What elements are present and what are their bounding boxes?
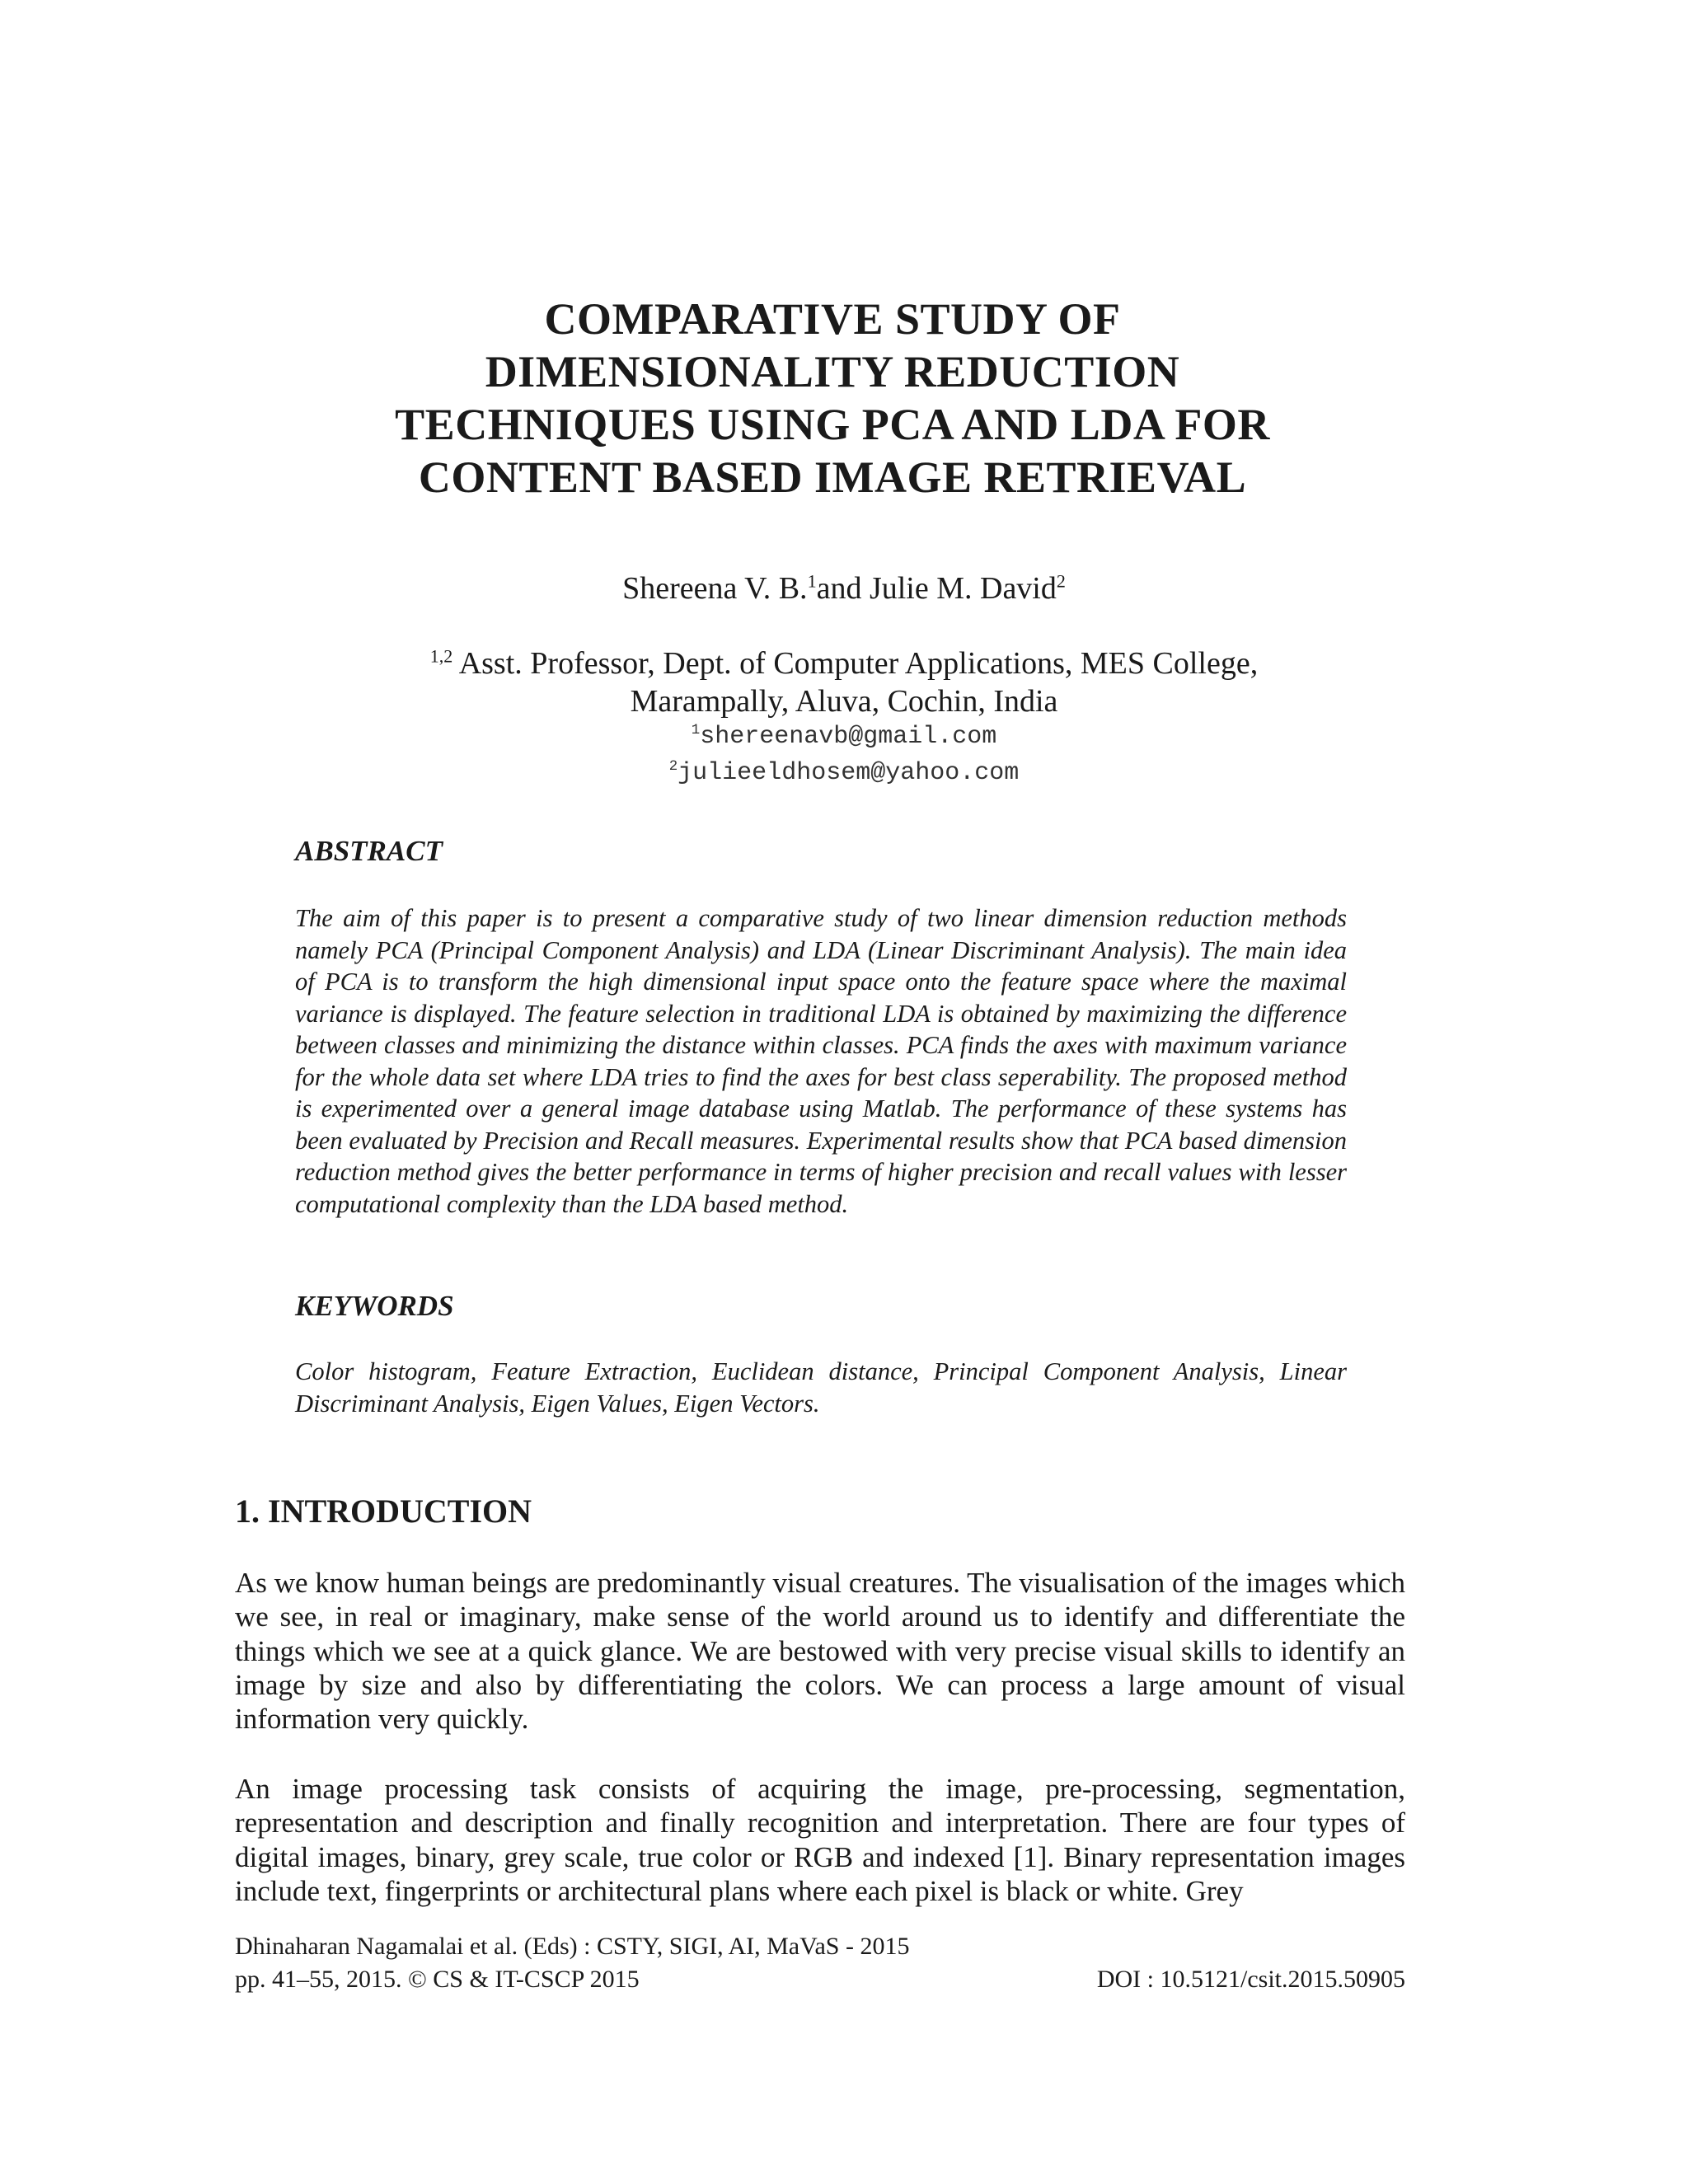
email-line-2 bbox=[0, 755, 1688, 791]
paper-title bbox=[247, 293, 1418, 504]
page-footer bbox=[235, 1930, 1405, 1996]
keywords-heading: KEYWORDS bbox=[295, 1290, 454, 1322]
affiliation-line-2: Marampally, Aluva, Cochin, India bbox=[630, 684, 1058, 719]
author-line bbox=[0, 569, 1688, 608]
footer-pages: pp. 41–55, 2015. © CS & IT-CSCP 2015 bbox=[235, 1966, 640, 1993]
title-line-4: CONTENT BASED IMAGE RETRIEVAL bbox=[418, 452, 1247, 502]
abstract-heading: ABSTRACT bbox=[295, 835, 443, 867]
email-2-link[interactable]: julieeldhosem@yahoo.com bbox=[678, 759, 1020, 787]
author-2-name: and Julie M. David bbox=[816, 571, 1057, 606]
introduction-heading: 1. INTRODUCTION bbox=[235, 1493, 532, 1530]
email-2-marker: 2 bbox=[668, 759, 678, 776]
title-line-1: COMPARATIVE STUDY OF bbox=[544, 294, 1121, 344]
introduction-paragraph-1: As we know human beings are predominantly visual creatures. The visualisation of the images which we see, in real or imaginary, make sense of the world around us to identify and differentiate the things which we see at a quick glance. We are bestowed with very precise visual skills to identify an image by size and also by differentiating the colors. We can process a large amount of visual information very quickly. bbox=[235, 1567, 1405, 1736]
email-line-1 bbox=[0, 719, 1688, 755]
author-2-marker: 2 bbox=[1056, 570, 1066, 592]
title-line-2: DIMENSIONALITY REDUCTION bbox=[485, 347, 1180, 396]
footer-proceedings: Dhinaharan Nagamalai et al. (Eds) : CSTY, SIGI, AI, MaVaS - 2015 bbox=[235, 1933, 910, 1960]
author-1-name: Shereena V. B. bbox=[622, 571, 808, 606]
affiliation bbox=[0, 644, 1688, 720]
affiliation-line-1 bbox=[0, 644, 1688, 682]
introduction-paragraph-2: An image processing task consists of acquiring the image, pre-processing, segmentation, representation and description and finally recognition and interpretation. There are four types of digital images, binary, grey scale, true color or RGB and indexed [1]. Binary representation images include text, fingerprints or architectural plans where each pixel is black or white. Grey bbox=[235, 1773, 1405, 1907]
email-1-marker: 1 bbox=[691, 723, 701, 739]
affiliation-text-1: Asst. Professor, Dept. of Computer Applications, MES College, bbox=[452, 646, 1259, 681]
keywords-text: Color histogram, Feature Extraction, Euclidean distance, Principal Component Analysis, Linear Discriminant Analysis, Eigen Values, Eigen Vectors. bbox=[295, 1357, 1347, 1418]
email-1-link[interactable]: shereenavb@gmail.com bbox=[700, 723, 997, 751]
author-1-marker: 1 bbox=[807, 570, 817, 592]
abstract-text: The aim of this paper is to present a comparative study of two linear dimension reduction methods namely PCA (Principal Component Analysis) and LDA (Linear Discriminant Analysis). The main idea of PCA is to transform the high dimensional input space onto the feature space where the maximal variance is displayed. The feature selection in traditional LDA is obtained by maximizing the difference between classes and minimizing the distance within classes. PCA finds the axes with maximum variance for the whole data set where LDA tries to find the axes for best class seperability. The proposed method is experimented over a general image database using Matlab. The performance of these systems has been evaluated by Precision and Recall measures. Experimental results show that PCA based dimension reduction method gives the better performance in terms of higher precision and recall values with lesser computational complexity than the LDA based method. bbox=[295, 904, 1347, 1218]
footer-row bbox=[235, 1963, 1405, 1996]
footer-doi[interactable]: DOI : 10.5121/csit.2015.50905 bbox=[1096, 1966, 1405, 1993]
email-block bbox=[0, 719, 1688, 791]
title-line-3: TECHNIQUES USING PCA AND LDA FOR bbox=[395, 400, 1270, 449]
affiliation-marker: 1,2 bbox=[429, 645, 453, 667]
